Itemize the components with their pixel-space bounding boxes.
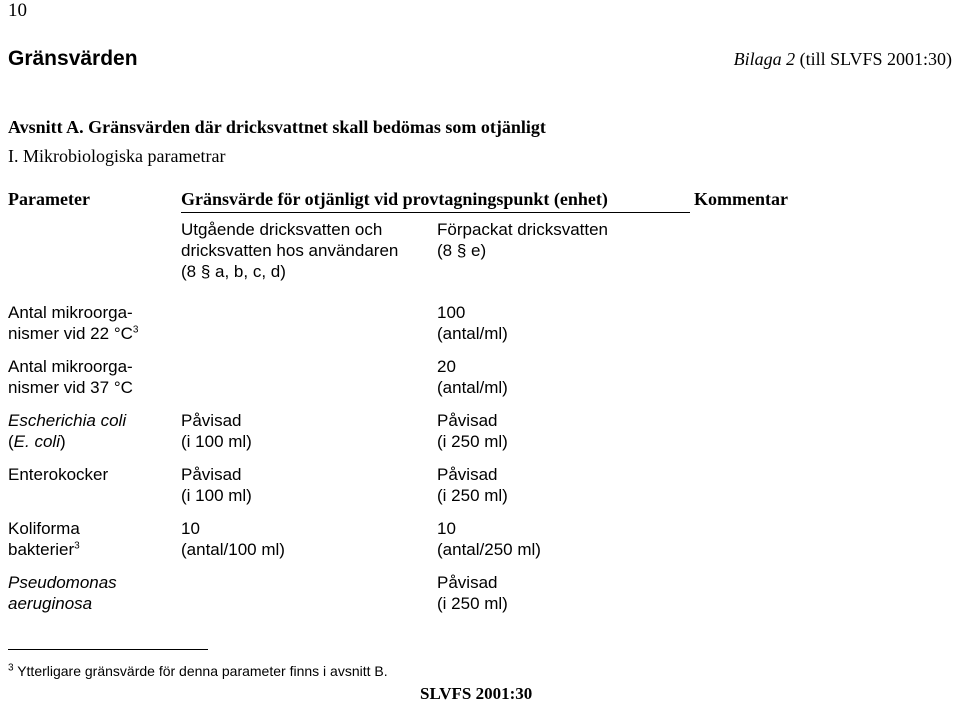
- header-parameter: Parameter: [8, 189, 90, 209]
- footnote-separator: [8, 649, 208, 650]
- header-underline: [181, 212, 690, 213]
- table-row-packaged: [437, 410, 508, 452]
- header-limit: Gränsvärde för otjänligt vid provtagningspunkt (enhet): [181, 189, 608, 209]
- subheader-outgoing-line2: dricksvatten hos användaren: [181, 241, 399, 260]
- param-line: Antal mikroorga-: [8, 303, 133, 322]
- table-row-packaged: [437, 572, 508, 614]
- value-line: 100: [437, 303, 466, 322]
- value-line: 20: [437, 357, 456, 376]
- param-line: nismer vid 37 °C: [8, 378, 133, 397]
- param-line: [8, 431, 126, 452]
- param-line: [8, 539, 80, 560]
- table-row-param: [8, 356, 133, 398]
- unit-line: (i 250 ml): [437, 432, 508, 451]
- table-row-packaged: [437, 302, 508, 344]
- subheader-outgoing-line3: (8 § a, b, c, d): [181, 262, 286, 281]
- param-line: aeruginosa: [8, 594, 93, 613]
- footnote-text: Ytterligare gränsvärde för denna parameter finns i avsnitt B.: [13, 663, 388, 679]
- unit-line: (i 250 ml): [437, 486, 508, 505]
- value-line: Påvisad: [437, 411, 498, 430]
- unit-line: (antal/250 ml): [437, 540, 541, 559]
- section-title: Avsnitt A. Gränsvärden där dricksvattnet skall bedömas som otjänligt: [8, 117, 546, 137]
- subheader-outgoing-line1: Utgående dricksvatten och: [181, 220, 383, 239]
- param-line: [8, 323, 138, 344]
- page-title: Gränsvärden: [8, 47, 138, 70]
- table-row-packaged: [437, 518, 541, 560]
- unit-line: (antal/ml): [437, 324, 508, 343]
- value-line: Påvisad: [181, 465, 242, 484]
- footnote-ref: 3: [132, 324, 139, 336]
- subheader-outgoing: [181, 219, 398, 282]
- table-row-packaged: [437, 356, 508, 398]
- param-line: Koliforma: [8, 519, 80, 538]
- unit-line: (i 100 ml): [181, 486, 252, 505]
- table-row-param: [8, 572, 117, 614]
- appendix-label: Bilaga 2: [733, 49, 796, 69]
- subheader-packaged-line1: Förpackat dricksvatten: [437, 220, 609, 239]
- param-line: Pseudomonas: [8, 573, 117, 592]
- value-line: Påvisad: [437, 465, 498, 484]
- param-line: Enterokocker: [8, 465, 109, 484]
- subheader-packaged: [437, 219, 608, 261]
- table-row-outgoing: [181, 518, 285, 560]
- appendix-reference: [734, 49, 952, 70]
- param-abbrev: E. coli: [13, 432, 60, 451]
- table-row-param: [8, 518, 80, 560]
- unit-line: (antal/100 ml): [181, 540, 285, 559]
- footnote-ref: 3: [74, 540, 80, 552]
- footnote-marker: 3: [8, 662, 14, 674]
- table-row-packaged: [437, 464, 508, 506]
- page-number: 10: [8, 0, 27, 21]
- unit-line: (i 100 ml): [181, 432, 252, 451]
- param-line: Antal mikroorga-: [8, 357, 133, 376]
- table-row-outgoing: [181, 464, 252, 506]
- unit-line: (i 250 ml): [437, 594, 508, 613]
- footnote: [8, 663, 388, 679]
- table-row-outgoing: [181, 410, 252, 452]
- header-comment: Kommentar: [694, 189, 788, 209]
- param-line: Escherichia coli: [8, 411, 127, 430]
- param-text: nismer vid 22 °C: [8, 324, 133, 343]
- subsection-title: I. Mikrobiologiska parametrar: [8, 146, 226, 166]
- value-line: 10: [437, 519, 456, 538]
- table-row-param: [8, 464, 108, 485]
- paren: ): [59, 432, 66, 451]
- page-footer: SLVFS 2001:30: [420, 684, 533, 703]
- param-text: bakterier: [8, 540, 75, 559]
- appendix-regulation: (till SLVFS 2001:30): [795, 49, 952, 69]
- unit-line: (antal/ml): [437, 378, 508, 397]
- value-line: Påvisad: [437, 573, 498, 592]
- paren: (: [8, 432, 14, 451]
- subheader-packaged-line2: (8 § e): [437, 241, 487, 260]
- table-row-param: [8, 302, 138, 344]
- value-line: 10: [181, 519, 200, 538]
- table-row-param: [8, 410, 126, 452]
- value-line: Påvisad: [181, 411, 242, 430]
